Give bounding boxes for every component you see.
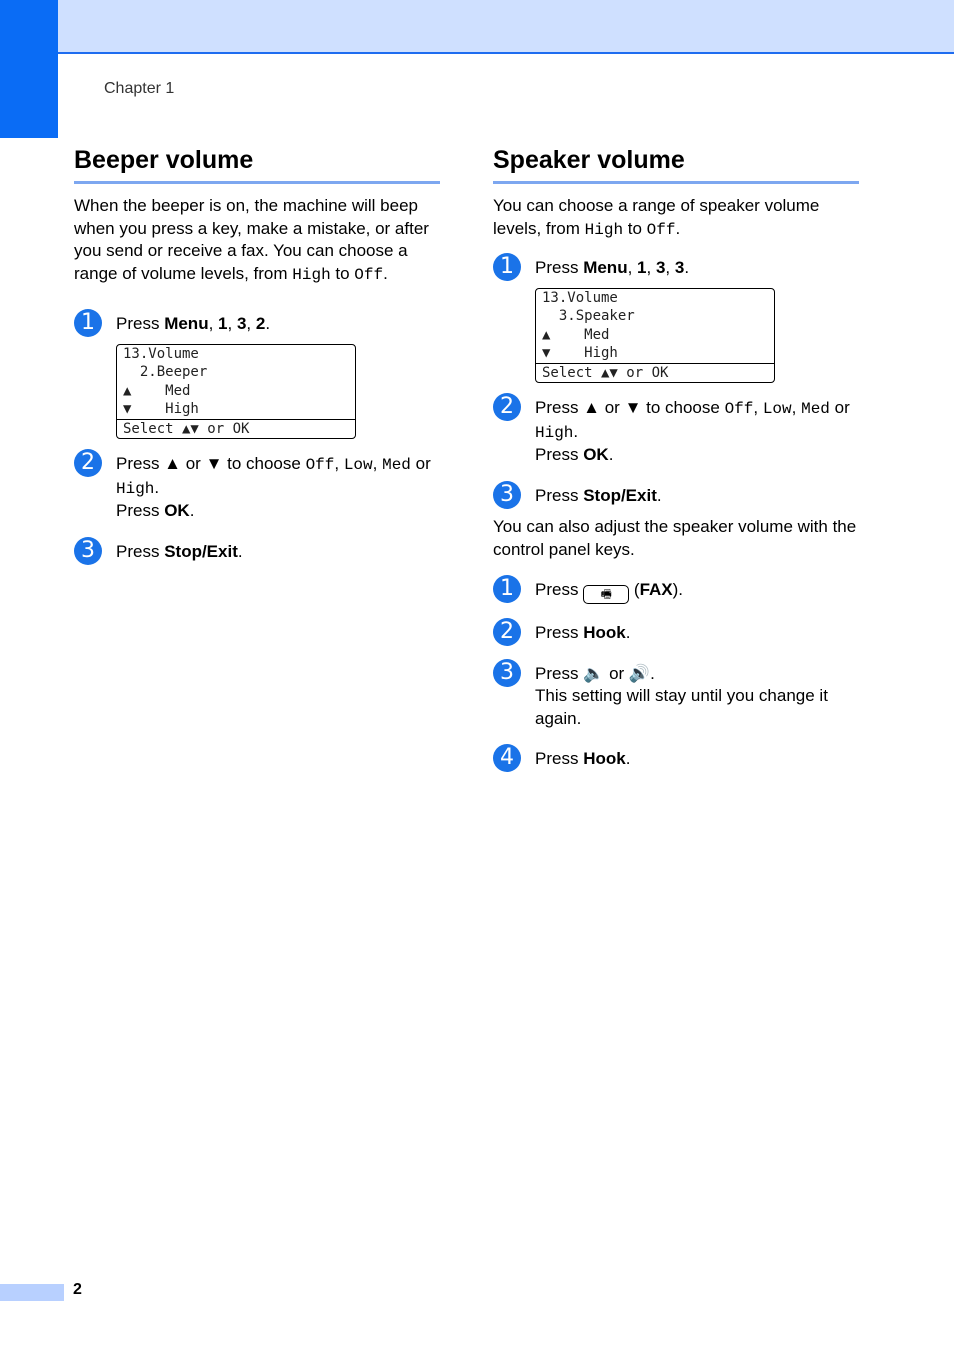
step-number-icon: 2 (74, 449, 102, 477)
step-2: 2 Press ▲ or ▼ to choose Off, Low, Med or High. Press OK. (493, 397, 859, 467)
beeper-volume-section (74, 143, 440, 563)
key-step-3: 3 Press 🔈 or 🔊. This setting will stay until you change it again. (493, 663, 859, 731)
lcd-line: 13.Volume (542, 289, 618, 306)
lcd-line: 3.Speaker (542, 308, 635, 324)
lcd-display (116, 344, 356, 440)
step-number-icon: 1 (493, 575, 521, 603)
section-title: Beeper volume (74, 143, 440, 184)
key-step-1: 1 Press 🖷 (FAX). (493, 579, 859, 604)
lcd-line: 2.Beeper (123, 364, 208, 380)
chapter-label: Chapter 1 (104, 80, 175, 97)
step-3: 3 Press Stop/Exit. (74, 541, 440, 564)
step-1: 1 Press Menu, 1, 3, 2. (74, 313, 440, 336)
lcd-line: ▲ Med (123, 382, 191, 399)
step-number-icon: 1 (74, 309, 102, 337)
speaker-high-icon: 🔊 (628, 663, 651, 683)
footer-bar (0, 1284, 64, 1301)
lcd-line: ▼ High (123, 401, 199, 417)
lcd-line: ▼ High (542, 345, 618, 361)
speaker-volume-section (493, 143, 859, 771)
lcd-prompt: Select ▲▼ or OK (536, 363, 774, 383)
step-number-icon: 1 (493, 253, 521, 281)
step-1: 1 Press Menu, 1, 3, 3. (493, 257, 859, 280)
lcd-prompt: Select ▲▼ or OK (117, 419, 355, 439)
control-panel-note: You can also adjust the speaker volume with the control panel keys. (493, 517, 857, 559)
lcd-line: 13.Volume (123, 345, 199, 362)
step-2: 2 Press ▲ or ▼ to choose Off, Low, Med or High. Press OK. (74, 453, 440, 523)
step-number-icon: 4 (493, 744, 521, 772)
step-number-icon: 3 (74, 537, 102, 565)
header-band (0, 0, 954, 54)
setting-note: This setting will stay until you change it again. (535, 686, 828, 728)
step-3: 3 Press Stop/Exit. (493, 485, 859, 508)
intro-text: You can choose a range of speaker volume levels, from High to Off. (493, 196, 820, 239)
key-step-4: 4 Press Hook. (493, 748, 859, 771)
chapter-tab (0, 0, 58, 138)
section-title: Speaker volume (493, 143, 859, 184)
key-step-2: 2 Press Hook. (493, 622, 859, 645)
intro-text: When the beeper is on, the machine will beep when you press a key, make a mistake, or after you send or receive a fax. You can choose a range of volume levels, from High to Off. (74, 196, 429, 284)
step-number-icon: 2 (493, 618, 521, 646)
lcd-display (535, 288, 775, 384)
fax-machine-icon: 🖷 (583, 585, 629, 604)
lcd-line: ▲ Med (542, 326, 610, 343)
speaker-low-icon: 🔈 (583, 663, 605, 683)
step-number-icon: 2 (493, 393, 521, 421)
step-number-icon: 3 (493, 481, 521, 509)
step-number-icon: 3 (493, 659, 521, 687)
page-number: 2 (73, 1281, 82, 1298)
